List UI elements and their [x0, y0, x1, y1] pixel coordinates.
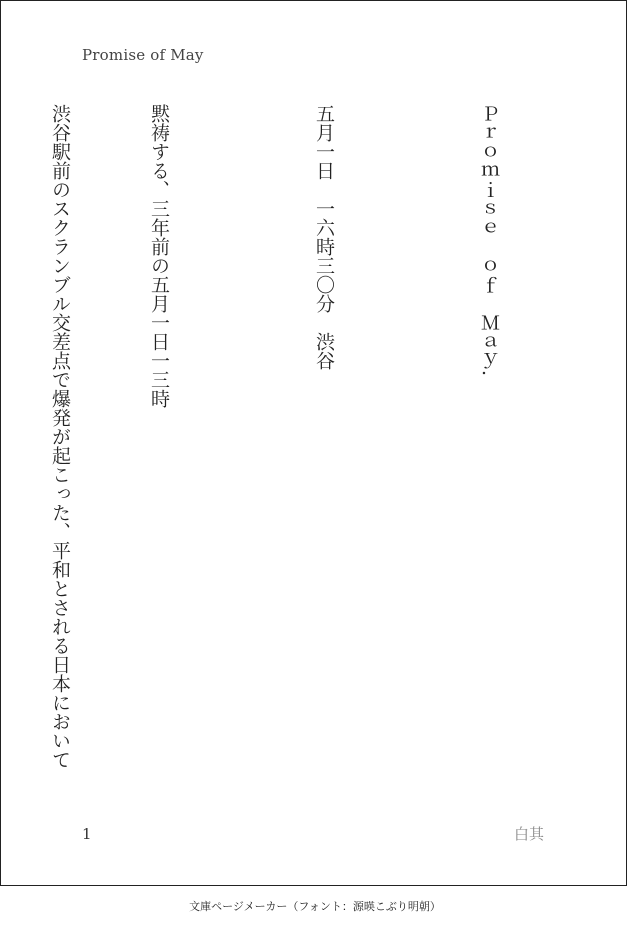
page-number: 1 [82, 825, 92, 843]
vertical-body-text [0, 104, 571, 769]
text-line-datetime: 五月一日 一六時三〇分 渋谷 [313, 104, 335, 370]
header-title: Promise of May [82, 46, 204, 64]
text-line: 渋谷駅前のスクランブル交差点で爆発が起こった、平和とされる日本において [49, 104, 71, 769]
author-name: 白其 [513, 825, 544, 843]
text-line-title: Ｐｒｏｍｉｓｅ ｏｆ Ｍａｙ. [478, 104, 500, 377]
text-line: 黙祷する、三年前の五月一日一三時 [148, 104, 170, 408]
app-caption: 文庫ページメーカー（フォント：源暎こぶり明朝） [189, 900, 441, 913]
